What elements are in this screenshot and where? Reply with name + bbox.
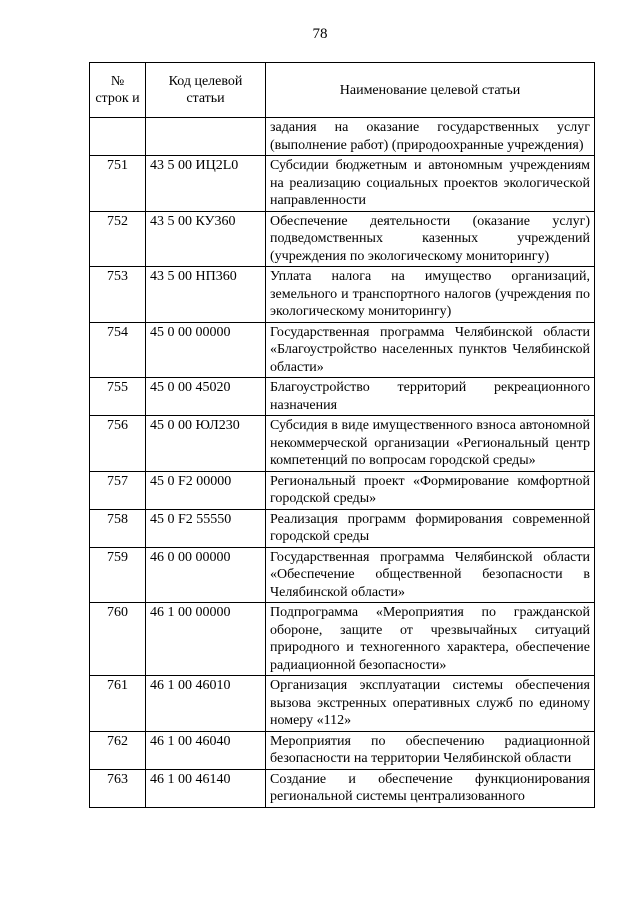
table-row [90,769,595,807]
row-number-cell: 763 [90,769,146,807]
header-name [266,63,595,118]
target-name-cell: Подпрограмма «Мероприятия по гражданской обороне, защите от чрезвычайных ситуаций природного и техногенного характера, обеспечение радиационной безопасности» [266,603,595,676]
target-name-cell: Создание и обеспечение функционирования региональной системы централизованного [266,769,595,807]
table-row [90,471,595,509]
target-articles-table [89,62,595,808]
target-name-cell: Субсидия в виде имущественного взноса автономной некоммерческой организации «Региональный центр компетенций по вопросам городской среды» [266,416,595,472]
table-row [90,603,595,676]
target-code-cell: 43 5 00 ИЦ2L0 [146,156,266,212]
row-number-cell: 755 [90,378,146,416]
target-name-cell: Мероприятия по обеспечению радиационной безопасности на территории Челябинской области [266,731,595,769]
target-code-cell: 46 0 00 00000 [146,547,266,603]
row-number-cell [90,118,146,156]
row-number-cell: 757 [90,471,146,509]
target-name-cell: Организация эксплуатации системы обеспечения вызова экстренных оперативных служб по единому номеру «112» [266,676,595,732]
target-code-cell: 43 5 00 НП360 [146,267,266,323]
row-number-cell: 762 [90,731,146,769]
target-code-cell: 45 0 00 ЮЛ230 [146,416,266,472]
target-code-cell: 46 1 00 46010 [146,676,266,732]
table-row [90,211,595,267]
page-number: 78 [312,26,328,42]
row-number-cell: 759 [90,547,146,603]
target-name-cell: Благоустройство территорий рекреационного назначения [266,378,595,416]
target-name-cell: Субсидии бюджетным и автономным учреждениям на реализацию социальных проектов экологической направленности [266,156,595,212]
table-row [90,378,595,416]
header-row-number [90,63,146,118]
row-number-cell: 756 [90,416,146,472]
table-row [90,156,595,212]
row-number-cell: 754 [90,322,146,378]
table-header-row [90,63,595,118]
row-number-cell: 760 [90,603,146,676]
row-number-cell: 751 [90,156,146,212]
target-name-cell: Государственная программа Челябинской области «Обеспечение общественной безопасности в Челябинской области» [266,547,595,603]
header-name-label: Наименование целевой статьи [339,82,521,98]
row-number-cell: 761 [90,676,146,732]
target-code-cell: 43 5 00 КУ360 [146,211,266,267]
target-code-cell: 45 0 00 45020 [146,378,266,416]
table-row [90,676,595,732]
header-code [146,63,266,118]
table-row [90,118,595,156]
target-code-cell: 46 1 00 46140 [146,769,266,807]
target-name-cell: Региональный проект «Формирование комфортной городской среды» [266,471,595,509]
table-row [90,267,595,323]
target-name-cell: задания на оказание государственных услуг (выполнение работ) (природоохранные учреждения) [266,118,595,156]
target-code-cell: 45 0 F2 00000 [146,471,266,509]
header-row-number-label: № строк и [95,74,140,106]
target-name-cell: Уплата налога на имущество организаций, земельного и транспортного налогов (учреждения по экологическому мониторингу) [266,267,595,323]
target-code-cell: 45 0 00 00000 [146,322,266,378]
target-name-cell: Государственная программа Челябинской области «Благоустройство населенных пунктов Челябинской области» [266,322,595,378]
target-name-cell: Обеспечение деятельности (оказание услуг) подведомственных казенных учреждений (учреждения по экологическому мониторингу) [266,211,595,267]
target-code-cell: 46 1 00 00000 [146,603,266,676]
table-row [90,416,595,472]
target-code-cell: 45 0 F2 55550 [146,509,266,547]
row-number-cell: 758 [90,509,146,547]
table-row [90,547,595,603]
table-row [90,322,595,378]
row-number-cell: 753 [90,267,146,323]
header-code-label: Код целевой статьи [168,74,243,106]
target-code-cell: 46 1 00 46040 [146,731,266,769]
target-code-cell [146,118,266,156]
table-row [90,731,595,769]
target-name-cell: Реализация программ формирования современной городской среды [266,509,595,547]
table-row [90,509,595,547]
row-number-cell: 752 [90,211,146,267]
